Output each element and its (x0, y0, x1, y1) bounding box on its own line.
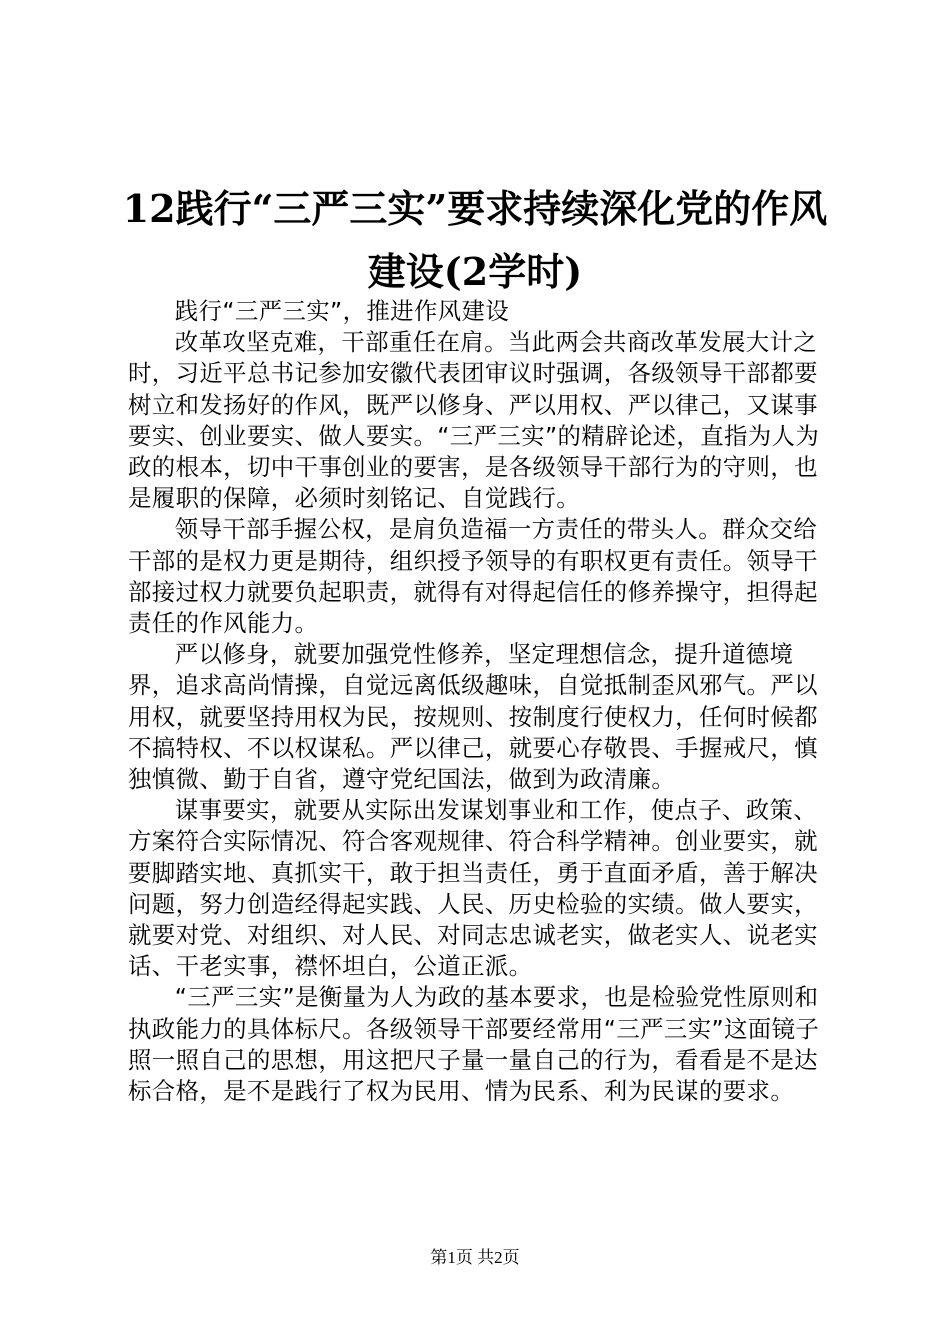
paragraph: 谋事要实，就要从实际出发谋划事业和工作，使点子、政策、方案符合实际情况、符合客观规律、符合科学精神。创业要实，就要脚踏实地、真抓实干，敢于担当责任，勇于直面矛盾，善于解决问题，努力创造经得起实践、人民、历史检验的实绩。做人要实，就要对党、对组织、对人民、对同志忠诚老实，做老实人、说老实话、干老实事，襟怀坦白，公道正派。 (128, 796, 818, 981)
paragraph: “三严三实”是衡量为人为政的基本要求，也是检验党性原则和执政能力的具体标尺。各级领导干部要经常用“三严三实”这面镜子照一照自己的思想，用这把尺子量一量自己的行为，看看是不是达标合格，是不是践行了权为民用、情为民系、利为民谋的要求。 (128, 983, 820, 1106)
document-title-line-2: 建设(2学时) (367, 249, 583, 294)
paragraph-subtitle: 践行“三严三实”，推进作风建设 (174, 297, 510, 325)
paragraph: 领导干部手握公权，是肩负造福一方责任的带头人。群众交给干部的是权力更是期待，组织授予领导的有职权更有责任。领导干部接过权力就要负起职责，就得有对得起信任的修养操守，担得起责任的作风能力。 (128, 515, 818, 638)
document-body (128, 296, 834, 1107)
paragraph: 严以修身，就要加强党性修养，坚定理想信念，提升道德境界，追求高尚情操，自觉远离低级趣味，自觉抵制歪风邪气。严以用权，就要坚持用权为民，按规则、按制度行使权力，任何时候都不搞特权、不以权谋私。严以律己，就要心存敬畏、手握戒尺，慎独慎微、勤于自省，遵守党纪国法，做到为政清廉。 (128, 640, 818, 794)
document-title-line-1: 12践行“三严三实”要求持续深化党的作风 (122, 186, 828, 231)
paragraph: 改革攻坚克难，干部重任在肩。当此两会共商改革发展大计之时，习近平总书记参加安徽代表团审议时强调，各级领导干部都要树立和发扬好的作风，既严以修身、严以用权、严以律己，又谋事要实、创业要实、做人要实。“三严三实”的精辟论述，直指为人为政的根本，切中干事创业的要害，是各级领导干部行为的守则，也是履职的保障，必须时刻铭记、自觉践行。 (128, 328, 820, 513)
page-number-footer: 第1页 共2页 (430, 1248, 520, 1267)
